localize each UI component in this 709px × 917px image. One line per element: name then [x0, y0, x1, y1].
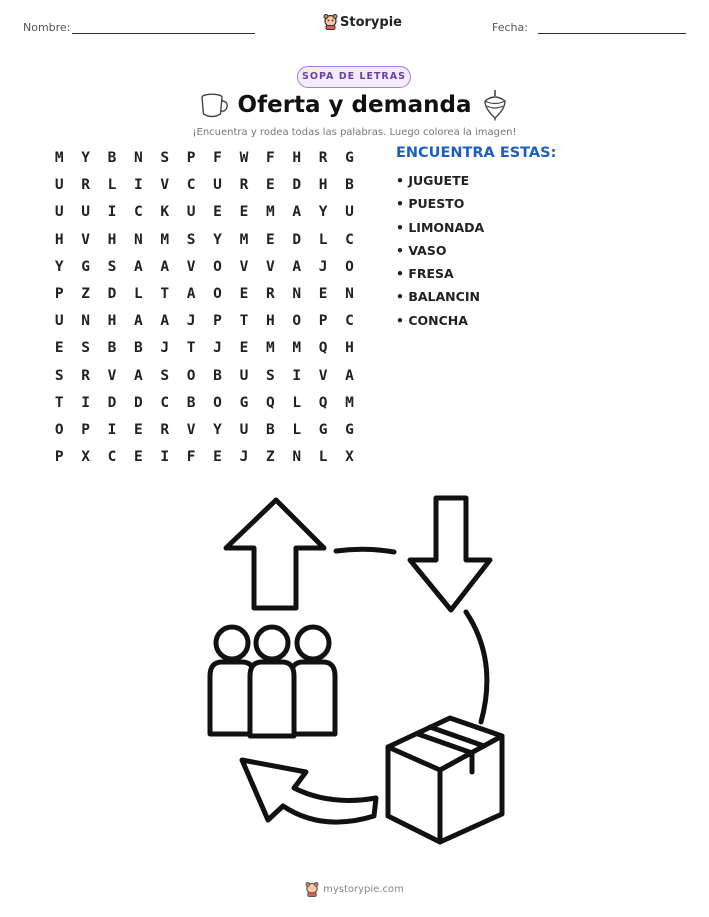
grid-cell[interactable]: E: [239, 340, 249, 357]
grid-cell[interactable]: S: [107, 258, 117, 275]
curved-arrow-icon: [242, 760, 376, 822]
grid-cell[interactable]: F: [186, 449, 196, 466]
grid-cell[interactable]: X: [81, 449, 90, 466]
brand-name: Storypie: [340, 14, 402, 30]
grid-cell[interactable]: I: [292, 367, 302, 384]
grid-cell[interactable]: U: [239, 367, 249, 384]
grid-cell[interactable]: M: [239, 231, 249, 248]
grid-cell[interactable]: S: [54, 367, 64, 384]
word-list-item: • VASO: [396, 242, 447, 258]
grid-cell[interactable]: X: [345, 449, 354, 466]
grid-cell[interactable]: U: [186, 204, 196, 221]
grid-cell[interactable]: I: [107, 421, 117, 438]
grid-cell[interactable]: N: [134, 231, 143, 248]
grid-cell[interactable]: T: [186, 340, 196, 357]
grid-cell[interactable]: C: [345, 313, 354, 330]
grid-cell[interactable]: V: [239, 258, 249, 275]
grid-cell[interactable]: H: [345, 340, 354, 357]
grid-cell[interactable]: Q: [265, 394, 275, 411]
grid-cell[interactable]: A: [186, 285, 196, 302]
grid-cell[interactable]: L: [292, 421, 302, 438]
grid-cell[interactable]: V: [186, 258, 196, 275]
grid-row: [46, 392, 363, 419]
grid-cell[interactable]: C: [134, 204, 143, 221]
word-list-item: • LIMONADA: [396, 219, 485, 235]
grid-cell[interactable]: V: [81, 231, 90, 248]
grid-cell[interactable]: L: [318, 231, 328, 248]
grid-cell[interactable]: V: [107, 367, 117, 384]
connector-right: [466, 612, 487, 722]
grid-cell[interactable]: C: [107, 449, 117, 466]
grid-row: [46, 201, 363, 228]
grid-cell[interactable]: E: [134, 421, 143, 438]
grid-cell[interactable]: U: [54, 204, 64, 221]
spinning-top-icon: [481, 89, 509, 121]
grid-row: [46, 337, 363, 364]
grid-cell[interactable]: M: [345, 394, 354, 411]
name-line[interactable]: [72, 33, 255, 34]
word-list-item: • JUGUETE: [396, 173, 470, 188]
grid-cell[interactable]: S: [160, 150, 170, 166]
grid-cell[interactable]: A: [160, 258, 170, 275]
box-icon: [388, 718, 502, 842]
grid-cell[interactable]: H: [318, 177, 328, 194]
grid-cell[interactable]: I: [107, 204, 117, 221]
grid-cell[interactable]: P: [81, 421, 90, 438]
grid-cell[interactable]: N: [81, 313, 90, 330]
grid-cell[interactable]: N: [292, 285, 302, 302]
grid-cell[interactable]: S: [186, 231, 196, 248]
people-group-icon: [210, 627, 335, 736]
grid-row: [46, 446, 363, 473]
grid-cell[interactable]: V: [318, 367, 328, 384]
grid-cell[interactable]: P: [186, 150, 196, 166]
footer-url[interactable]: mystorypie.com: [323, 884, 404, 895]
grid-cell[interactable]: O: [54, 421, 64, 438]
grid-cell[interactable]: E: [239, 204, 249, 221]
footer: [0, 882, 709, 897]
grid-cell[interactable]: N: [292, 449, 302, 466]
grid-cell[interactable]: E: [54, 340, 64, 357]
grid-cell[interactable]: O: [186, 367, 196, 384]
grid-cell[interactable]: U: [81, 204, 90, 221]
grid-cell[interactable]: O: [345, 258, 354, 275]
grid-cell[interactable]: B: [265, 421, 275, 438]
grid-cell[interactable]: G: [239, 394, 249, 411]
grid-cell[interactable]: A: [134, 313, 143, 330]
grid-row: [46, 419, 363, 446]
date-label: Fecha:: [492, 21, 528, 34]
grid-cell[interactable]: H: [107, 231, 117, 248]
grid-cell[interactable]: A: [292, 204, 302, 221]
storypie-logo-icon: [323, 14, 338, 30]
grid-cell[interactable]: L: [292, 394, 302, 411]
grid-row: [46, 256, 363, 283]
grid-cell[interactable]: M: [54, 150, 64, 166]
word-list-item: • BALANCIN: [396, 289, 480, 305]
grid-cell[interactable]: O: [213, 285, 222, 302]
grid-cell[interactable]: U: [239, 421, 249, 438]
grid-cell[interactable]: B: [107, 340, 117, 357]
grid-cell[interactable]: N: [134, 150, 143, 166]
grid-row: [46, 365, 363, 392]
grid-cell[interactable]: D: [292, 231, 302, 248]
word-list-item: • FRESA: [396, 266, 454, 282]
page-title: Oferta y demanda: [237, 92, 472, 118]
grid-cell[interactable]: V: [186, 421, 196, 438]
grid-cell[interactable]: V: [265, 258, 275, 275]
grid-cell[interactable]: A: [345, 367, 354, 384]
grid-cell[interactable]: Y: [318, 204, 328, 221]
grid-cell[interactable]: Y: [213, 231, 222, 248]
grid-cell[interactable]: S: [81, 340, 90, 357]
grid-cell[interactable]: R: [318, 150, 328, 166]
grid-cell[interactable]: S: [160, 367, 170, 384]
grid-row: [46, 174, 363, 201]
grid-row: [46, 283, 363, 310]
grid-cell[interactable]: H: [107, 313, 117, 330]
grid-cell[interactable]: C: [160, 394, 170, 411]
worksheet-type-badge: SOPA DE LETRAS: [297, 66, 411, 88]
grid-cell[interactable]: I: [160, 449, 170, 466]
grid-cell[interactable]: A: [134, 258, 143, 275]
grid-cell[interactable]: D: [107, 394, 117, 411]
name-label: Nombre:: [23, 21, 71, 34]
grid-cell[interactable]: M: [265, 204, 275, 221]
grid-cell[interactable]: B: [213, 367, 222, 384]
grid-cell[interactable]: B: [345, 177, 354, 194]
grid-cell[interactable]: V: [160, 177, 170, 194]
grid-cell[interactable]: P: [213, 313, 222, 330]
brand-logo: [323, 14, 402, 30]
word-list-item: • PUESTO: [396, 196, 465, 212]
connector-top: [336, 549, 394, 552]
grid-cell[interactable]: R: [265, 285, 275, 302]
grid-cell[interactable]: R: [81, 177, 90, 194]
grid-cell[interactable]: A: [160, 313, 170, 330]
grid-cell[interactable]: L: [107, 177, 117, 194]
grid-row: [46, 310, 363, 337]
grid-cell[interactable]: P: [54, 449, 64, 466]
grid-cell[interactable]: R: [160, 421, 170, 438]
grid-cell[interactable]: J: [213, 340, 222, 357]
grid-cell[interactable]: R: [81, 367, 90, 384]
grid-cell[interactable]: P: [54, 285, 64, 302]
grid-cell[interactable]: Y: [54, 258, 64, 275]
grid-cell[interactable]: Q: [318, 340, 328, 357]
grid-cell[interactable]: A: [134, 367, 143, 384]
grid-cell[interactable]: J: [318, 258, 328, 275]
grid-cell[interactable]: T: [160, 285, 170, 302]
grid-cell[interactable]: G: [345, 421, 354, 438]
grid-cell[interactable]: D: [292, 177, 302, 194]
grid-cell[interactable]: O: [213, 394, 222, 411]
down-arrow-icon: [410, 498, 490, 610]
word-list-item: • CONCHA: [396, 312, 468, 328]
word-list-title: ENCUENTRA ESTAS:: [396, 145, 557, 161]
grid-cell[interactable]: C: [345, 231, 354, 248]
grid-cell[interactable]: J: [160, 340, 170, 357]
grid-cell[interactable]: T: [54, 394, 64, 411]
grid-cell[interactable]: M: [265, 340, 275, 357]
grid-cell[interactable]: B: [134, 340, 143, 357]
grid-cell[interactable]: G: [345, 150, 354, 166]
grid-cell[interactable]: E: [265, 177, 275, 194]
grid-cell[interactable]: P: [318, 313, 328, 330]
grid-cell[interactable]: E: [265, 231, 275, 248]
grid-cell[interactable]: E: [213, 449, 222, 466]
up-arrow-icon: [226, 500, 324, 608]
grid-row: [46, 229, 363, 256]
grid-cell[interactable]: K: [160, 204, 170, 221]
grid-cell[interactable]: W: [239, 150, 249, 166]
grid-cell[interactable]: Y: [213, 421, 222, 438]
grid-cell[interactable]: H: [292, 150, 302, 166]
grid-cell[interactable]: I: [134, 177, 143, 194]
grid-cell[interactable]: M: [160, 231, 170, 248]
grid-cell[interactable]: L: [318, 449, 328, 466]
instructions: ¡Encuentra y rodea todas las palabras. Luego colorea la imagen!: [192, 127, 517, 138]
grid-cell[interactable]: C: [186, 177, 196, 194]
grid-cell[interactable]: E: [213, 204, 222, 221]
grid-cell[interactable]: B: [186, 394, 196, 411]
grid-cell[interactable]: S: [265, 367, 275, 384]
grid-row: [46, 147, 363, 174]
grid-cell[interactable]: H: [54, 231, 64, 248]
grid-cell[interactable]: B: [107, 150, 117, 166]
grid-cell[interactable]: I: [81, 394, 90, 411]
grid-cell[interactable]: U: [54, 313, 64, 330]
grid-cell[interactable]: U: [213, 177, 222, 194]
grid-cell[interactable]: N: [345, 285, 354, 302]
grid-cell[interactable]: E: [239, 285, 249, 302]
grid-cell[interactable]: J: [239, 449, 249, 466]
grid-cell[interactable]: M: [292, 340, 302, 357]
grid-cell[interactable]: H: [265, 313, 275, 330]
grid-cell[interactable]: O: [213, 258, 222, 275]
grid-cell[interactable]: E: [134, 449, 143, 466]
word-search-grid[interactable]: [46, 147, 363, 473]
grid-cell[interactable]: R: [239, 177, 249, 194]
grid-cell[interactable]: O: [292, 313, 302, 330]
grid-cell[interactable]: Y: [81, 150, 90, 166]
grid-cell[interactable]: A: [292, 258, 302, 275]
grid-cell[interactable]: U: [345, 204, 354, 221]
grid-cell[interactable]: L: [134, 285, 143, 302]
grid-cell[interactable]: D: [107, 285, 117, 302]
date-line[interactable]: [538, 33, 686, 34]
word-list: [396, 172, 484, 335]
grid-cell[interactable]: J: [186, 313, 196, 330]
grid-cell[interactable]: G: [81, 258, 90, 275]
grid-cell[interactable]: Z: [81, 285, 90, 302]
grid-cell[interactable]: G: [318, 421, 328, 438]
grid-cell[interactable]: Q: [318, 394, 328, 411]
grid-cell[interactable]: T: [239, 313, 249, 330]
grid-cell[interactable]: F: [265, 150, 275, 166]
grid-cell[interactable]: U: [54, 177, 64, 194]
grid-cell[interactable]: Z: [265, 449, 275, 466]
storypie-logo-icon: [305, 882, 319, 897]
grid-cell[interactable]: F: [213, 150, 222, 166]
grid-cell[interactable]: E: [318, 285, 328, 302]
grid-cell[interactable]: D: [134, 394, 143, 411]
